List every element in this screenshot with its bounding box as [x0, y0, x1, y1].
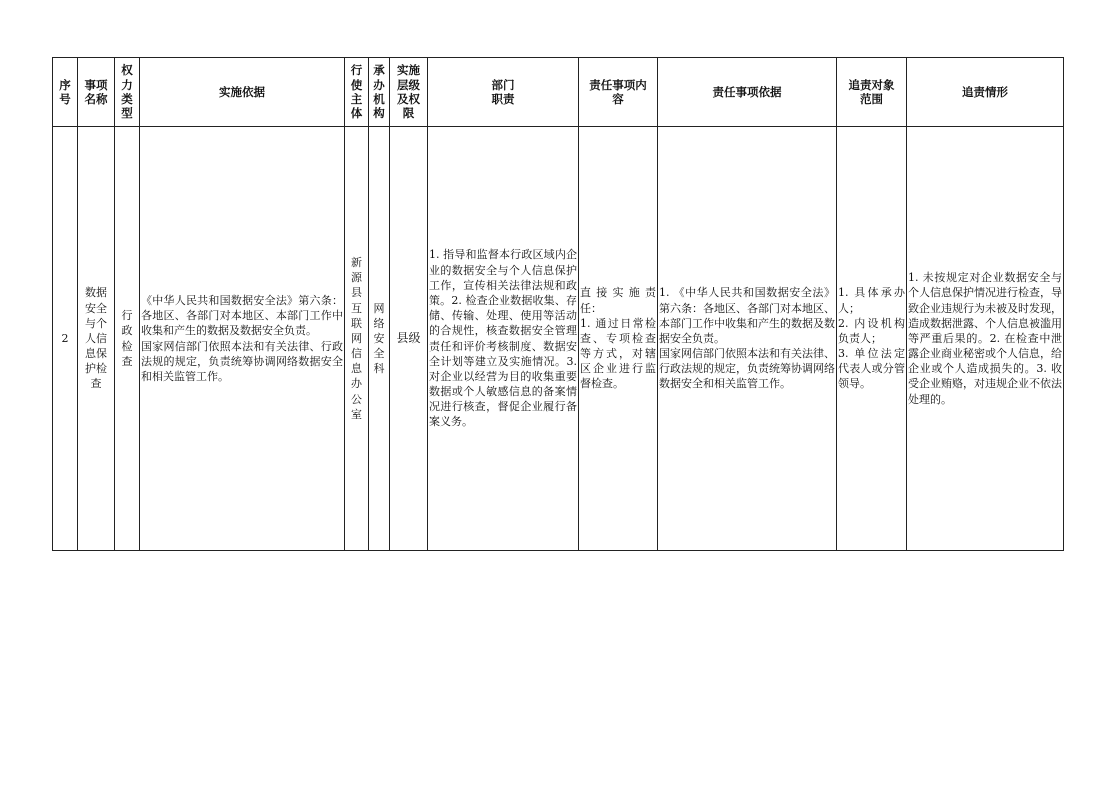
header-accountable: 追责对象 范围	[837, 58, 907, 127]
header-subject: 行 使 主 体	[345, 58, 369, 127]
cell-subject: 新 源 县 互 联 网 信 息 办 公 室	[345, 127, 369, 551]
header-power-type: 权 力 类 型	[115, 58, 140, 127]
cell-power-type: 行 政 检 查	[115, 127, 140, 551]
header-duties: 部门 职责	[428, 58, 579, 127]
cell-duties: 1. 指导和监督本行政区域内企业的数据安全与个人信息保护工作，宣传相关法律法规和政策。2. 检查企业数据收集、存储、传输、处理、使用等活动的合规性，核查数据安全管理责任和评价考核制度、数据安全计划等建立及实施情况。3. 对企业以经营为目的收集重要数据或个人敏感信息的备案情况进行核查，督促企业履行备案义务。	[428, 127, 579, 551]
cell-level: 县级	[390, 127, 428, 551]
cell-accountable: 1. 具体承办人； 2. 内设机构负责人； 3. 单位法定代表人或分管领导。	[837, 127, 907, 551]
cell-seq: 2	[53, 127, 78, 551]
header-level: 实施 层级 及权 限	[390, 58, 428, 127]
header-circumstances: 追责情形	[907, 58, 1064, 127]
cell-resp-content: 直接实施责任： 1. 通过日常检查、专项检查等方式，对辖区企业进行监督检查。	[579, 127, 658, 551]
header-resp-content: 责任事项内 容	[579, 58, 658, 127]
header-item-name: 事项 名称	[78, 58, 115, 127]
header-basis: 实施依据	[140, 58, 345, 127]
cell-agency: 网 络 安 全 科	[369, 127, 390, 551]
header-seq: 序 号	[53, 58, 78, 127]
cell-basis: 《中华人民共和国数据安全法》第六条：各地区、各部门对本地区、本部门工作中收集和产生的数据及数据安全负责。 国家网信部门依照本法和有关法律、行政法规的规定，负责统筹协调网络数据安全和相关监管工作。	[140, 127, 345, 551]
responsibility-table	[52, 57, 1064, 551]
header-agency: 承 办 机 构	[369, 58, 390, 127]
header-resp-basis: 责任事项依据	[658, 58, 837, 127]
cell-item-name: 数据 安全 与个 人信 息保 护检 查	[78, 127, 115, 551]
cell-resp-basis: 1. 《中华人民共和国数据安全法》第六条：各地区、各部门对本地区、本部门工作中收集和产生的数据及数据安全负责。 国家网信部门依照本法和有关法律、行政法规的规定，负责统筹协调网络数据安全和相关监管工作。	[658, 127, 837, 551]
table-row	[53, 127, 1064, 551]
cell-circumstances: 1. 未按规定对企业数据安全与个人信息保护情况进行检查，导致企业违规行为未被及时发现，造成数据泄露、个人信息被滥用等严重后果的。2. 在检查中泄露企业商业秘密或个人信息，给企业或个人造成损失的。3. 收受企业贿赂，对违规企业不依法处理的。	[907, 127, 1064, 551]
header-row	[53, 58, 1064, 127]
